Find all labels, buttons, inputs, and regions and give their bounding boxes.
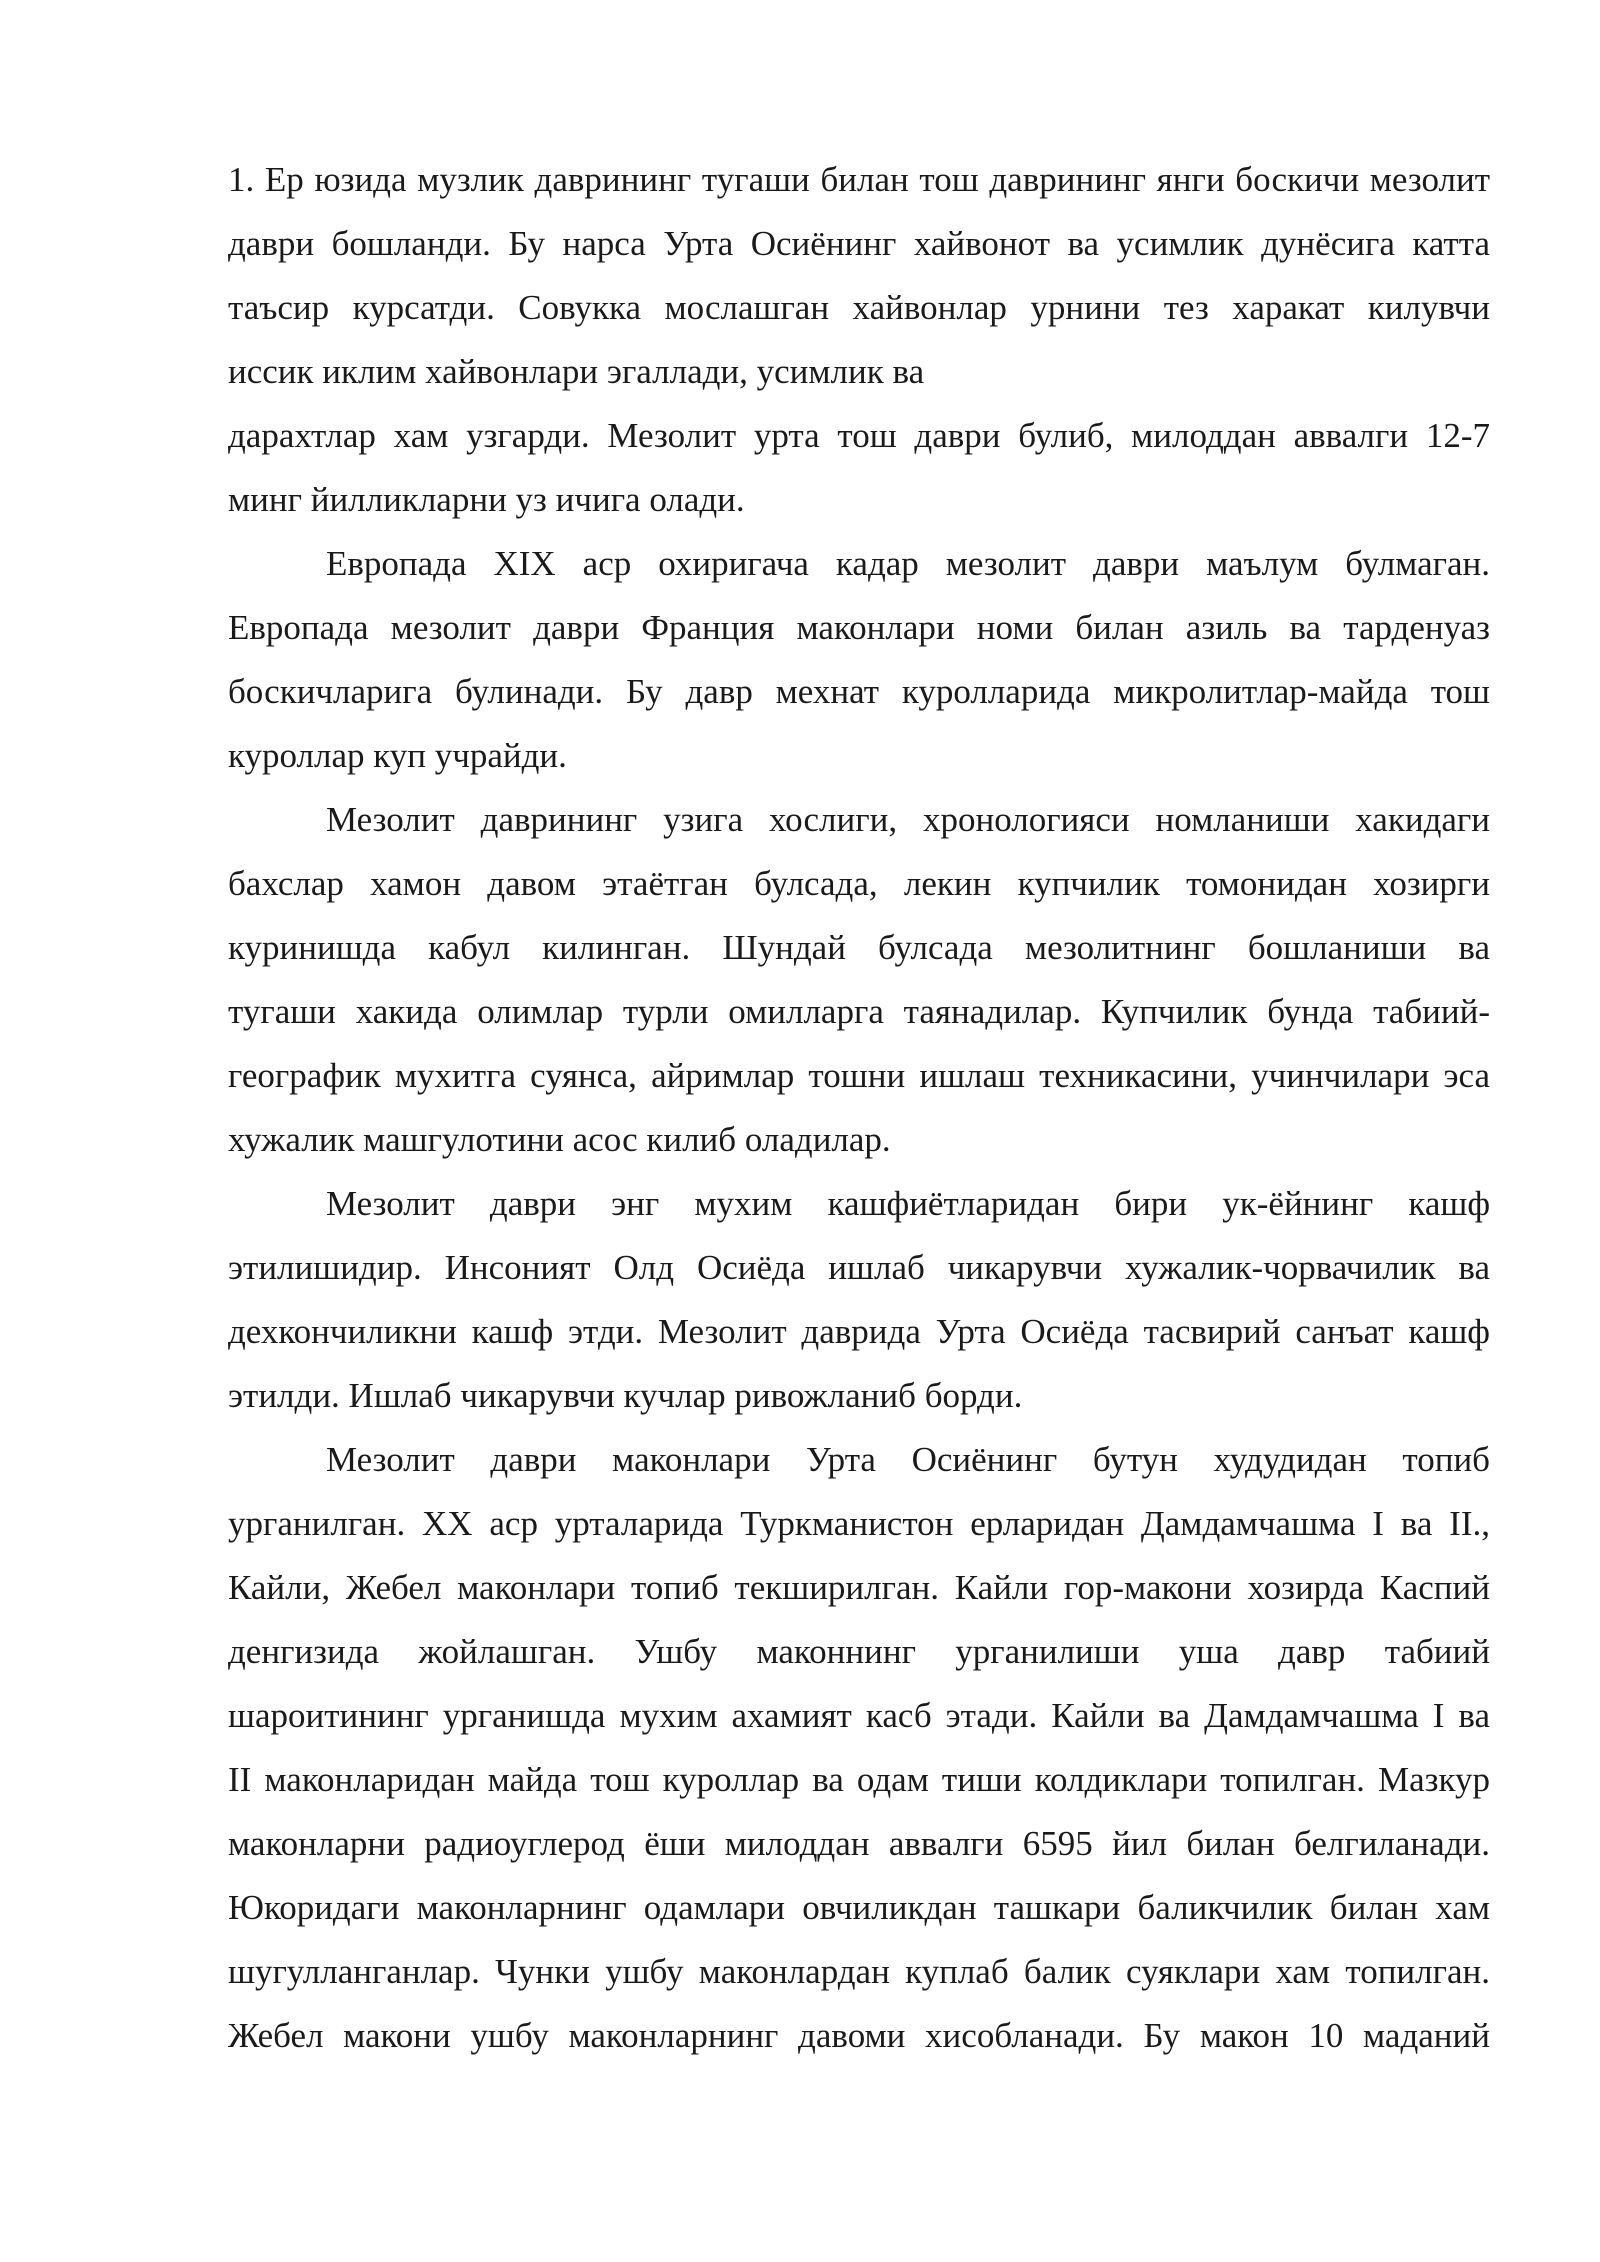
- text-line: хужалик машгулотини асос килиб оладилар.: [228, 1120, 891, 1159]
- text-line: урганилган. XX аср урталарида Туркманистон ерларидан Дамдамчашма I ва II.,: [228, 1504, 1490, 1543]
- text-line: боскичларига булинади. Бу давр мехнат куролларида микролитлар-майда тош: [228, 672, 1490, 711]
- text-line: Мезолит даврининг узига хослиги, хронологияси номланиши хакидаги: [326, 800, 1490, 839]
- text-line: тугаши хакида олимлар турли омилларга таянадилар. Купчилик бунда табиий-: [228, 992, 1490, 1031]
- text-line: шугулланганлар. Чунки ушбу маконлардан куплаб балик суяклари хам топилган.: [228, 1952, 1490, 1991]
- body-text: [228, 148, 1490, 2068]
- text-line: Жебел макони ушбу маконларнинг давоми хисобланади. Бу макон 10 маданий: [228, 2016, 1490, 2055]
- text-line: Кайли, Жебел маконлари топиб текширилган. Кайли гор-макони хозирда Каспий: [228, 1568, 1490, 1607]
- text-line: куринишда кабул килинган. Шундай булсада мезолитнинг бошланиши ва: [228, 928, 1490, 967]
- text-line: II маконларидан майда тош куроллар ва одам тиши колдиклари топилган. Мазкур: [228, 1760, 1490, 1799]
- text-line: минг йилликларни уз ичига олади.: [228, 480, 745, 519]
- text-line: 1. Ер юзида музлик даврининг тугаши билан тош даврининг янги боскичи мезолит: [228, 160, 1490, 199]
- text-line: бахслар хамон давом этаётган булсада, лекин купчилик томонидан хозирги: [228, 864, 1490, 903]
- text-line: Европада мезолит даври Франция маконлари номи билан азиль ва тарденуаз: [228, 608, 1490, 647]
- text-line: Мезолит даври энг мухим кашфиётларидан бири ук-ёйнинг кашф: [326, 1184, 1490, 1223]
- text-line: этилди. Ишлаб чикарувчи кучлар ривожланиб борди.: [228, 1376, 1023, 1415]
- text-line: таъсир курсатди. Совукка мослашган хайвонлар урнини тез харакат килувчи: [228, 288, 1490, 327]
- text-line: дарахтлар хам узгарди. Мезолит урта тош даври булиб, милоддан аввалги 12-7: [228, 416, 1490, 455]
- text-line: дехкончиликни кашф этди. Мезолит даврида Урта Осиёда тасвирий санъат кашф: [228, 1312, 1490, 1351]
- text-line: Европада XIX аср охиригача кадар мезолит даври маълум булмаган.: [326, 544, 1490, 583]
- text-line: денгизида жойлашган. Ушбу маконнинг урганилиши уша давр табиий: [228, 1632, 1490, 1671]
- text-line: шароитининг урганишда мухим ахамият касб этади. Кайли ва Дамдамчашма I ва: [228, 1696, 1490, 1735]
- text-line: географик мухитга суянса, айримлар тошни ишлаш техникасини, учинчилари эса: [228, 1056, 1490, 1095]
- text-line: иссик иклим хайвонлари эгаллади, усимлик ва: [228, 352, 925, 391]
- text-line: маконларни радиоуглерод ёши милоддан аввалги 6595 йил билан белгиланади.: [228, 1824, 1490, 1863]
- text-line: куроллар куп учрайди.: [228, 736, 567, 775]
- text-line: Мезолит даври маконлари Урта Осиёнинг бутун худудидан топиб: [326, 1440, 1490, 1479]
- text-line: Юкоридаги маконларнинг одамлари овчиликдан ташкари баликчилик билан хам: [228, 1888, 1490, 1927]
- text-line: даври бошланди. Бу нарса Урта Осиёнинг хайвонот ва усимлик дунёсига катта: [228, 224, 1490, 263]
- text-line: этилишидир. Инсоният Олд Осиёда ишлаб чикарувчи хужалик-чорвачилик ва: [228, 1248, 1490, 1287]
